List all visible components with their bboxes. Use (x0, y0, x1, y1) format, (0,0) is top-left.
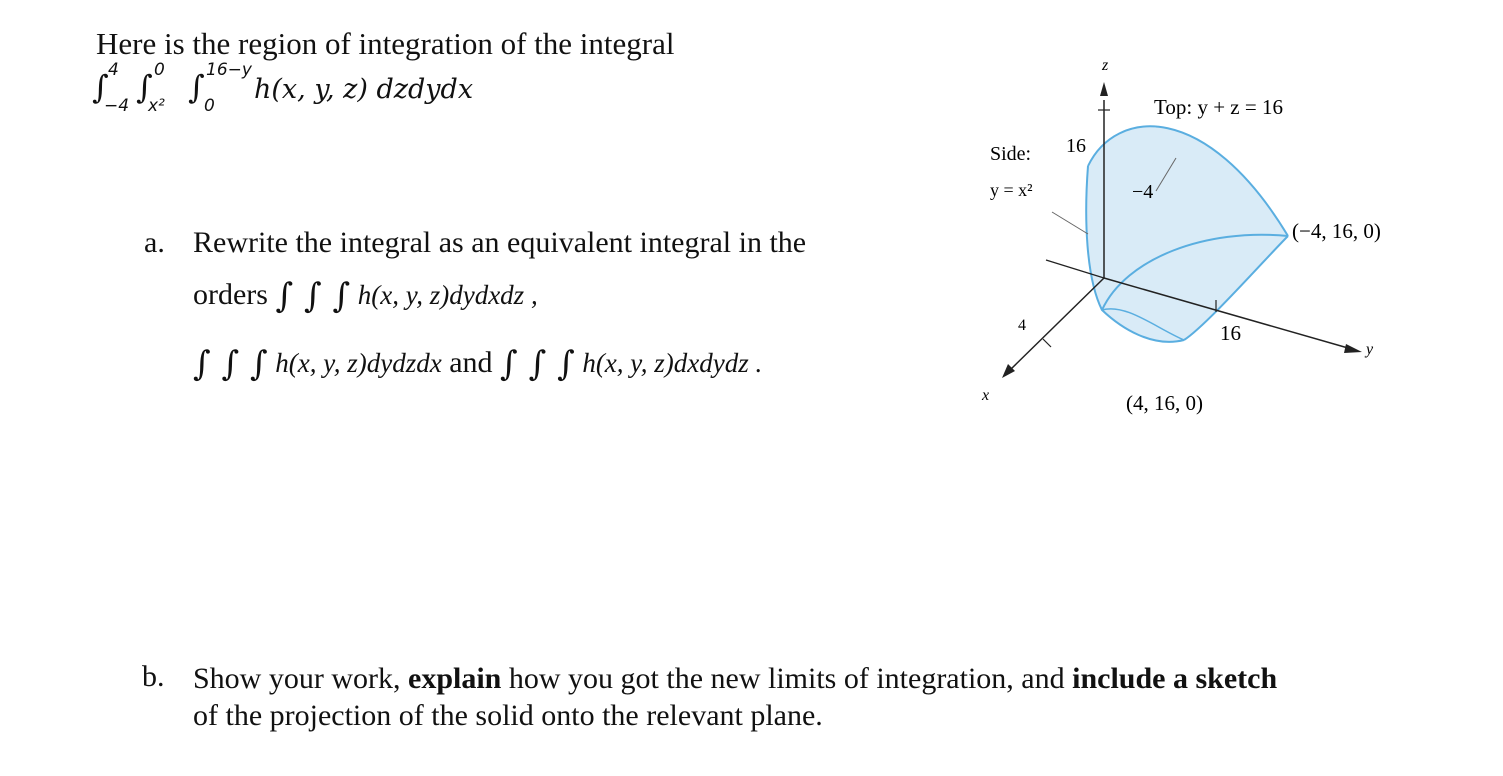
integral-sign: ∫ ∫ ∫ (500, 344, 575, 384)
integral-sign: ∫ ∫ ∫ (275, 276, 351, 316)
part-b-text (193, 660, 1373, 734)
neg4-label: −4 (1132, 181, 1154, 203)
middle-lower-limit: x² (148, 96, 165, 116)
intro-text: Here is the region of integration of the integral (96, 26, 675, 61)
part-b-text-3: of the projection of the solid onto the relevant plane. (193, 699, 823, 732)
part-b-text-2: how you got the new limits of integration, and (501, 662, 1073, 695)
part-a-label: a. (144, 226, 165, 259)
side-pointer (1052, 212, 1088, 234)
part-a-text: Rewrite the integral as an equivalent integral in the (193, 226, 807, 259)
inner-lower-limit: 0 (204, 96, 215, 116)
integral-sign: ∫ ∫ ∫ (193, 344, 268, 384)
part-b-bold-1: explain (408, 662, 502, 695)
part-b-text-1: Show your work, (193, 662, 408, 695)
region-figure (976, 48, 1436, 428)
point-left-label: (−4, 16, 0) (1292, 219, 1381, 243)
side-label-2: y = x² (990, 180, 1033, 200)
outer-upper-limit: 4 (108, 60, 119, 80)
middle-upper-limit: 0 (154, 60, 165, 80)
inner-upper-limit: 16−y (206, 60, 252, 80)
z16-label: 16 (1066, 135, 1086, 157)
orders-line (193, 276, 538, 316)
top-label: Top: y + z = 16 (1154, 95, 1283, 119)
orders-line-2 (193, 344, 762, 384)
integrand: h(x, y, z) dzdydx (254, 74, 474, 105)
part-b-label: b. (142, 660, 165, 693)
order-2: h(x, y, z)dydzdx (275, 348, 442, 378)
x-axis-label: x (982, 387, 990, 404)
order-3: h(x, y, z)dxdydz . (582, 348, 763, 378)
outer-lower-limit: −4 (104, 96, 130, 116)
and-word: and (449, 346, 493, 379)
integral-sign-outer: ∫ (92, 68, 109, 106)
triple-integral (92, 62, 552, 122)
order-1: h(x, y, z)dydxdz , (357, 280, 538, 310)
y16-label: 16 (1220, 321, 1241, 345)
side-label-1: Side: (990, 143, 1032, 165)
part-b-bold-2: include a sketch (1072, 662, 1278, 695)
orders-word: orders (193, 278, 268, 311)
z-arrow (1100, 82, 1108, 96)
z-axis-label: z (1102, 57, 1109, 74)
point-bottom-label: (4, 16, 0) (1126, 391, 1203, 415)
y-arrow (1344, 344, 1362, 353)
integral-sign-middle: ∫ (136, 68, 153, 106)
integral-sign-inner: ∫ (188, 68, 205, 106)
y-axis-label: y (1366, 341, 1374, 358)
x4-tick (1043, 339, 1051, 347)
pos4-label: 4 (1018, 317, 1026, 334)
